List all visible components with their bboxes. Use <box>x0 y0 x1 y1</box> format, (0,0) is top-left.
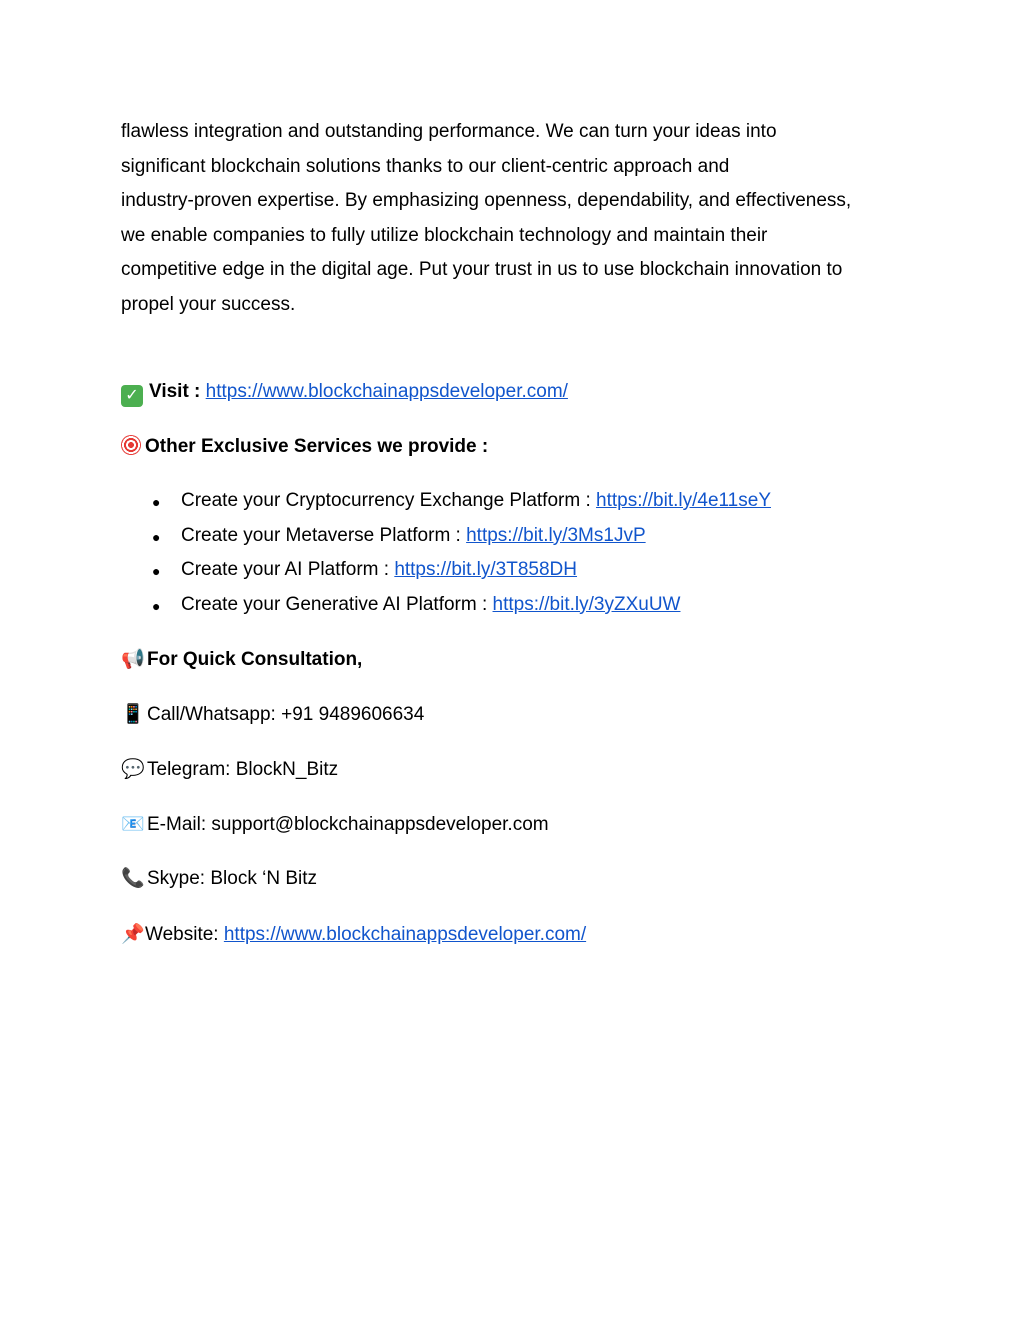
skype-line <box>121 867 317 891</box>
list-item <box>121 524 771 559</box>
services-heading-text: Other Exclusive Services we provide : <box>145 436 489 457</box>
envelope-icon: 📧 <box>121 814 145 835</box>
list-item <box>121 593 771 628</box>
website-link[interactable]: https://www.blockchainappsdeveloper.com/ <box>223 924 587 945</box>
call-text: Call/Whatsapp: +91 9489606634 <box>147 704 425 725</box>
telegram-text: Telegram: BlockN_Bitz <box>147 759 339 780</box>
call-line <box>121 703 424 727</box>
target-icon <box>121 435 141 455</box>
megaphone-icon: 📢 <box>121 649 145 670</box>
service-text: Create your Cryptocurrency Exchange Platform : <box>181 490 591 511</box>
check-mark-icon: ✓ <box>121 385 143 407</box>
visit-line <box>121 380 568 407</box>
website-label: Website: <box>145 924 219 945</box>
telegram-line <box>121 758 338 782</box>
consultation-heading <box>121 648 362 672</box>
services-heading <box>121 435 488 459</box>
skype-text: Skype: Block ‘N Bitz <box>147 868 317 889</box>
telephone-receiver-icon: 📞 <box>121 868 145 889</box>
service-text: Create your Generative AI Platform : <box>181 593 488 615</box>
service-text: Create your AI Platform : <box>181 559 390 581</box>
paragraph-line: industry-proven expertise. By emphasizing openness, dependability, and effectiveness, <box>121 190 852 212</box>
speech-bubble-icon: 💬 <box>121 759 145 780</box>
paragraph-line: significant blockchain solutions thanks to our client-centric approach and <box>121 155 730 177</box>
pushpin-icon: 📌 <box>121 923 145 945</box>
email-line <box>121 813 549 837</box>
visit-label: Visit : <box>149 381 201 402</box>
list-item <box>121 558 771 593</box>
service-link[interactable]: https://bit.ly/3T858DH <box>394 559 578 581</box>
consultation-heading-text: For Quick Consultation, <box>147 649 363 670</box>
paragraph-line: propel your success. <box>121 293 296 315</box>
service-text: Create your Metaverse Platform : <box>181 524 461 546</box>
email-text: E-Mail: support@blockchainappsdeveloper.com <box>147 814 549 835</box>
services-list <box>121 489 771 627</box>
intro-paragraph <box>121 115 911 323</box>
visit-link[interactable]: https://www.blockchainappsdeveloper.com/ <box>205 381 568 402</box>
website-line <box>121 922 586 947</box>
service-link[interactable]: https://bit.ly/3Ms1JvP <box>466 524 646 546</box>
mobile-phone-icon: 📱 <box>121 704 145 725</box>
list-item <box>121 489 771 524</box>
paragraph-line: flawless integration and outstanding performance. We can turn your ideas into <box>121 121 777 142</box>
service-link[interactable]: https://bit.ly/4e11seY <box>596 490 771 511</box>
paragraph-line: competitive edge in the digital age. Put your trust in us to use blockchain innovation to <box>121 259 843 281</box>
service-link[interactable]: https://bit.ly/3yZXuUW <box>492 593 681 615</box>
paragraph-line: we enable companies to fully utilize blockchain technology and maintain their <box>121 224 768 246</box>
